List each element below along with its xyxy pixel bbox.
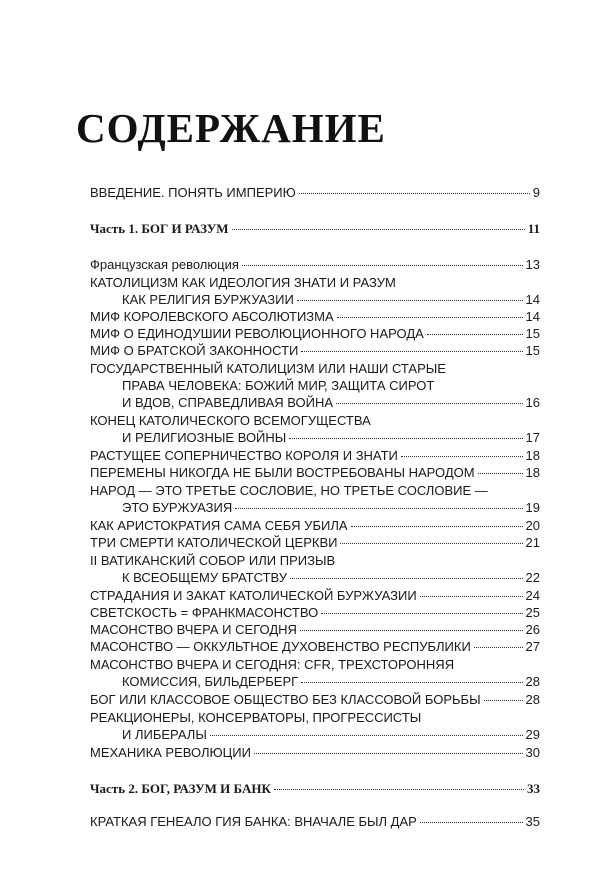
dot-leader: [351, 526, 523, 527]
toc-entry-title-line: II ВАТИКАНСКИЙ СОБОР ИЛИ ПРИЗЫВ: [90, 553, 336, 568]
toc-entry-title: ВВЕДЕНИЕ. ПОНЯТЬ ИМПЕРИЮ: [90, 185, 296, 200]
toc-entry: [90, 464, 540, 481]
toc-entry: [122, 291, 540, 308]
dot-leader: [242, 265, 523, 266]
dot-leader: [274, 789, 524, 790]
toc-entry-title: СВЕТСКОСТЬ = ФРАНКМАСОНСТВО: [90, 605, 319, 620]
toc-entry-title-line: КОНЕЦ КАТОЛИЧЕСКОГО ВСЕМОГУЩЕСТВА: [90, 413, 371, 428]
toc-entry: [122, 499, 540, 516]
toc-entry: [90, 534, 540, 551]
dot-leader: [254, 753, 523, 754]
toc-entry-title: И ЛИБЕРАЛЫ: [122, 727, 207, 742]
toc-entry: [90, 184, 540, 201]
toc-page-number: 24: [525, 588, 540, 603]
toc-entry-title: РАСТУЩЕЕ СОПЕРНИЧЕСТВО КОРОЛЯ И ЗНАТИ: [90, 448, 398, 463]
toc-page-number: 26: [525, 622, 540, 637]
toc-entry-title: КОМИССИЯ, БИЛЬДЕРБЕРГ: [122, 674, 299, 689]
toc-page-number: 16: [525, 395, 540, 410]
toc-entry-title: Французская революция: [90, 257, 239, 272]
toc-part-heading: [90, 780, 540, 797]
dot-leader: [299, 193, 530, 194]
toc-page-number: 28: [525, 692, 540, 707]
toc-page-number: 9: [532, 185, 540, 200]
toc-page-number: 30: [525, 745, 540, 760]
dot-leader: [301, 682, 522, 683]
toc-entry-title: ЭТО БУРЖУАЗИЯ: [122, 500, 233, 515]
dot-leader: [420, 596, 523, 597]
toc-page-number: 28: [525, 674, 540, 689]
toc-entry: [90, 744, 540, 761]
dot-leader: [484, 700, 523, 701]
toc-entry-title: МЕХАНИКА РЕВОЛЮЦИИ: [90, 745, 251, 760]
toc-entry: [90, 342, 540, 359]
toc-entry-title: МИФ О ЕДИНОДУШИИ РЕВОЛЮЦИОННОГО НАРОДА: [90, 326, 424, 341]
toc-entry: [90, 256, 540, 273]
toc-entry: [122, 673, 540, 690]
dot-leader: [232, 229, 525, 230]
toc-entry-title: И ВДОВ, СПРАВЕДЛИВАЯ ВОЙНА: [122, 395, 334, 410]
toc-entry-title: Часть 1. БОГ И РАЗУМ: [90, 221, 229, 236]
toc-page-number: 13: [525, 257, 540, 272]
dot-leader: [420, 822, 523, 823]
toc-entry-title: БОГ ИЛИ КЛАССОВОЕ ОБЩЕСТВО БЕЗ КЛАССОВОЙ БОРЬБЫ: [90, 692, 481, 707]
toc-entry: [90, 325, 540, 342]
toc-entry: [122, 726, 540, 743]
toc-entry-title-line: ПРАВА ЧЕЛОВЕКА: БОЖИЙ МИР, ЗАЩИТА СИРОТ: [122, 378, 435, 393]
toc-entry-title: ПЕРЕМЕНЫ НИКОГДА НЕ БЫЛИ ВОСТРЕБОВАНЫ НАРОДОМ: [90, 465, 475, 480]
toc-page-number: 29: [525, 727, 540, 742]
dot-leader: [290, 578, 523, 579]
dot-leader: [235, 508, 522, 509]
toc-entry: [90, 447, 540, 464]
toc-entry: [90, 604, 540, 621]
dot-leader: [401, 456, 523, 457]
toc-entry: [90, 621, 540, 638]
page-title: СОДЕРЖАНИЕ: [76, 105, 386, 151]
toc-entry-title-line: РЕАКЦИОНЕРЫ, КОНСЕРВАТОРЫ, ПРОГРЕССИСТЫ: [90, 710, 422, 725]
toc-entry-title: К ВСЕОБЩЕМУ БРАТСТВУ: [122, 570, 288, 585]
toc-entry: [90, 308, 540, 325]
toc-entry: [122, 394, 540, 411]
dot-leader: [340, 543, 522, 544]
toc-entry-title: КАК АРИСТОКРАТИЯ САМА СЕБЯ УБИЛА: [90, 518, 348, 533]
toc-entry-title: СТРАДАНИЯ И ЗАКАТ КАТОЛИЧЕСКОЙ БУРЖУАЗИИ: [90, 588, 417, 603]
toc-page-number: 18: [525, 448, 540, 463]
dot-leader: [210, 735, 523, 736]
toc-page-number: 11: [527, 221, 540, 236]
toc-entry-title: МИФ КОРОЛЕВСКОГО АБСОЛЮТИЗМА: [90, 309, 334, 324]
toc-entry-title: КРАТКАЯ ГЕНЕАЛО ГИЯ БАНКА: ВНАЧАЛЕ БЫЛ ДАР: [90, 814, 417, 829]
dot-leader: [478, 473, 523, 474]
toc-page-number: 25: [525, 605, 540, 620]
toc-entry-title-line: МАСОНСТВО ВЧЕРА И СЕГОДНЯ: CFR, ТРЕХСТОРОННЯЯ: [90, 657, 455, 672]
toc-page-number: 17: [525, 430, 540, 445]
toc-entry: [90, 517, 540, 534]
toc-page-number: 21: [525, 535, 540, 550]
toc-entry: [90, 638, 540, 655]
toc-page-number: 22: [525, 570, 540, 585]
toc-page-number: 14: [525, 309, 540, 324]
dot-leader: [321, 613, 522, 614]
toc-page-number: 33: [527, 781, 540, 796]
dot-leader: [301, 351, 522, 352]
toc-entry: [122, 429, 540, 446]
toc-entry-title: МИФ О БРАТСКОЙ ЗАКОННОСТИ: [90, 343, 299, 358]
dot-leader: [336, 403, 522, 404]
toc-entry: [90, 691, 540, 708]
toc-entry-title-line: ГОСУДАРСТВЕННЫЙ КАТОЛИЦИЗМ ИЛИ НАШИ СТАРЫЕ: [90, 361, 446, 376]
dot-leader: [289, 438, 522, 439]
toc-entry-title: КАК РЕЛИГИЯ БУРЖУАЗИИ: [122, 292, 294, 307]
toc-entry: [90, 813, 540, 830]
toc-page-number: 35: [525, 814, 540, 829]
toc-entry-title-line: НАРОД — ЭТО ТРЕТЬЕ СОСЛОВИЕ, НО ТРЕТЬЕ СОСЛОВИЕ —: [90, 483, 488, 498]
toc-entry-title: МАСОНСТВО ВЧЕРА И СЕГОДНЯ: [90, 622, 297, 637]
toc-page-number: 20: [525, 518, 540, 533]
toc-part-heading: [90, 220, 540, 237]
dot-leader: [297, 300, 523, 301]
dot-leader: [474, 647, 523, 648]
toc-page-number: 15: [525, 343, 540, 358]
toc-entry-title: И РЕЛИГИОЗНЫЕ ВОЙНЫ: [122, 430, 287, 445]
toc-page-number: 27: [525, 639, 540, 654]
toc-entry: [90, 587, 540, 604]
toc-entry-title-line: КАТОЛИЦИЗМ КАК ИДЕОЛОГИЯ ЗНАТИ И РАЗУМ: [90, 275, 396, 290]
toc-entry-title: Часть 2. БОГ, РАЗУМ И БАНК: [90, 781, 271, 796]
toc-entry-title: ТРИ СМЕРТИ КАТОЛИЧЕСКОЙ ЦЕРКВИ: [90, 535, 338, 550]
dot-leader: [300, 630, 523, 631]
dot-leader: [427, 334, 523, 335]
toc-page-number: 19: [525, 500, 540, 515]
toc-entry-title: МАСОНСТВО — ОККУЛЬТНОЕ ДУХОВЕНСТВО РЕСПУБЛИКИ: [90, 639, 471, 654]
toc-entry: [122, 569, 540, 586]
toc-page-number: 15: [525, 326, 540, 341]
dot-leader: [337, 317, 523, 318]
toc-page-number: 18: [525, 465, 540, 480]
toc-page-number: 14: [525, 292, 540, 307]
